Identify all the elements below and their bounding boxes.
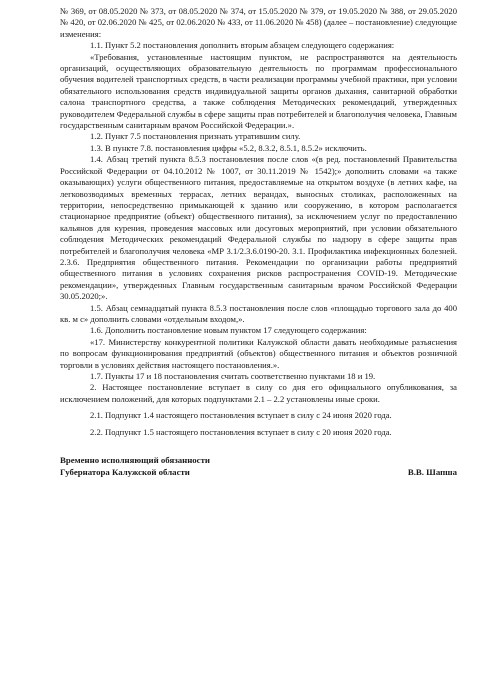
- paragraph-1-2: 1.2. Пункт 7.5 постановления признать утратившим силу.: [90, 131, 301, 142]
- quote-1-6: «17. Министерству конкурентной политики Калужской области давать необходимые разъяснения по вопросам функционирования предприятий (объектов) общественного питания и объектов розничной торговли в условиях действия настоящего постановления.».: [60, 336, 457, 370]
- signatory-name: В.В. Шапша: [407, 467, 457, 478]
- paragraph-2-1: 2.1. Подпункт 1.4 настоящего постановления вступает в силу с 24 июня 2020 года.: [90, 410, 392, 421]
- signature-block: [60, 454, 457, 478]
- paragraph-2-2: 2.2. Подпункт 1.5 настоящего постановления вступает в силу с 20 июня 2020 года.: [90, 426, 392, 437]
- paragraph-1-7: 1.7. Пункты 17 и 18 постановления считать соответственно пунктами 18 и 19.: [90, 371, 376, 381]
- paragraph-1-4: 1.4. Абзац третий пункта 8.5.3 постановления после слов «(в ред. постановлений Правительства Российской Федерации от 04.10.2012 № 1007, от 30.11.2019 № 1542);» дополнить словами «а также оказывающих) услуги общественного питания, предоставляемые на открытом воздухе (в летних кафе, на легковозводимых временных террасах, летних верандах, выносных столиках, расположенных на территории, непосредственно примыкающей к зданию или сооружению, в котором располагается стационарное предприятие (объект) общественного питания), за исключением услуг по предоставлению кальянов для курения, проведения массовых или досуговых мероприятий, при условии обязательного соблюдения Методических рекомендаций Федеральной службы по надзору в сфере защиты прав потребителей и благополучия человека «МР 3.1/2.3.6.0190-20. 3.1. Профилактика инфекционных болезней. 2.3.6. Предприятия общественного питания. Рекомендации по организации работы предприятий общественного питания в условиях сохранения рисков распространения COVID-19. Методические рекомендации», утвержденных Главным государственным санитарным врачом Российской Федерации 30.05.2020;».: [60, 154, 457, 302]
- paragraph-1-1: 1.1. Пункт 5.2 постановления дополнить вторым абзацем следующего содержания:: [90, 40, 395, 51]
- paragraph-2: 2. Настоящее постановление вступает в силу со дня его официального опубликования, за исключением положений, для которых подпунктами 2.1 – 2.2 установлены иные сроки.: [60, 382, 457, 404]
- signature-title-line2: Губернатора Калужской области: [60, 467, 190, 478]
- intro-paragraph: № 369, от 08.05.2020 № 373, от 08.05.2020 № 374, от 15.05.2020 № 379, от 19.05.2020 № 388, от 29.05.2020 № 420, от 02.06.2020 № 425, от 02.06.2020 № 433, от 11.06.2020 № 458) (далее – постановление) следующие изменения:: [60, 6, 457, 39]
- quote-1-1: «Требования, установленные настоящим пунктом, не распространяются на деятельность организаций, осуществляющих образовательную деятельность по программам профессионального обучения водителей транспортных средств, в части реализации программы учебной практики, при условии обязательного использования средств индивидуальной защиты органов дыхания, санитарной обработки салона транспортного средства, а также соблюдения Методических рекомендаций, утвержденных руководителем Федеральной службы в сфере защиты прав потребителей и благополучия человека, Главным государственным санитарным врачом Российской Федерации.».: [60, 51, 457, 131]
- signature-row: [60, 466, 457, 478]
- paragraph-1-3: 1.3. В пункте 7.8. постановления цифры «5.2, 8.3.2, 8.5.1, 8.5.2» исключить.: [90, 142, 367, 153]
- paragraph-1-5: 1.5. Абзац семнадцатый пункта 8.5.3 постановления после слов «площадью торгового зала до 400 кв. м с» дополнить словами «отдельным входом,».: [60, 302, 457, 324]
- paragraph-1-6: 1.6. Дополнить постановление новым пунктом 17 следующего содержания:: [90, 325, 367, 336]
- signature-title-line1: Временно исполняющий обязанности: [60, 455, 210, 466]
